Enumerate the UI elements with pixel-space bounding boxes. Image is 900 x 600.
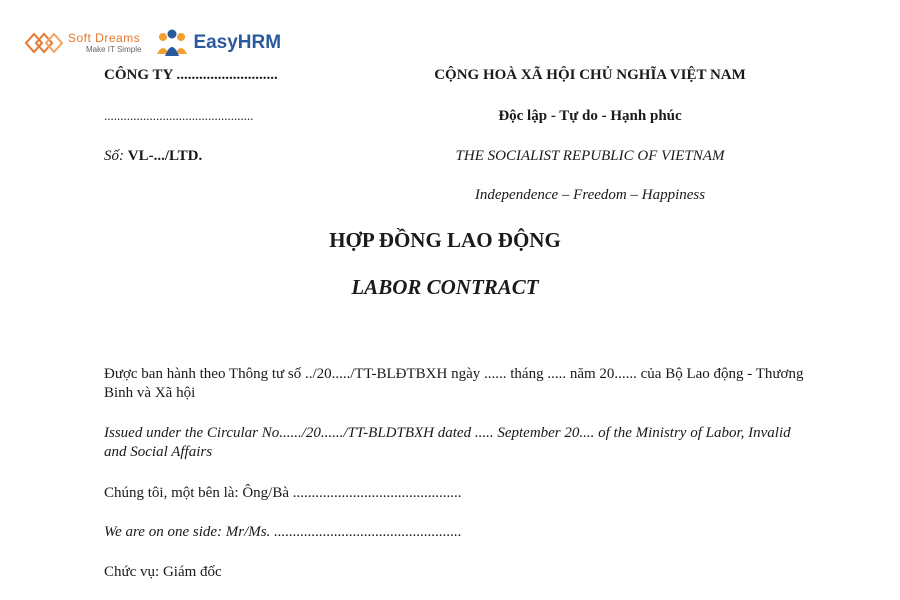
company-dots: .............................................. <box>104 108 254 123</box>
party-vn: Chúng tôi, một bên là: Ông/Bà ............................................. <box>104 485 462 501</box>
softdreams-tagline: Make IT Simple <box>86 45 142 54</box>
softdreams-logo <box>22 28 141 58</box>
issued-en: Issued under the Circular No....../20....../TT-BLDTBXH dated ..... September 20.... of the Ministry of Labor, Invalid and Social Affairs <box>104 425 791 460</box>
issued-vn: Được ban hành theo Thông tư số ../20...../TT-BLĐTBXH ngày ...... tháng ..... năm 20...... của Bộ Lao động - Thương Binh và Xã hội <box>104 366 804 401</box>
easyhrm-name: EasyHRM <box>193 32 282 53</box>
republic-en: THE SOCIALIST REPUBLIC OF VIETNAM <box>455 148 725 164</box>
party-en: We are on one side: Mr/Ms. .................................................. <box>104 524 462 540</box>
position-vn: Chức vụ: Giám đốc <box>104 564 222 580</box>
republic-vn: CỘNG HOÀ XÃ HỘI CHỦ NGHĨA VIỆT NAM <box>434 67 746 83</box>
motto-vn: Độc lập - Tự do - Hạnh phúc <box>498 108 682 124</box>
softdreams-mark-icon <box>22 28 64 58</box>
title-en: LABOR CONTRACT <box>351 275 539 299</box>
people-group-icon <box>155 28 189 58</box>
document-number <box>104 148 202 165</box>
number-value: VL-.../LTD. <box>127 148 203 164</box>
number-prefix: Số: <box>104 148 124 164</box>
logos <box>22 26 281 60</box>
easyhrm-logo <box>155 28 281 58</box>
title-vn: HỢP ĐỒNG LAO ĐỘNG <box>329 228 561 252</box>
softdreams-name: Soft Dreams <box>68 31 141 45</box>
company-line: CÔNG TY ........................... <box>104 67 278 83</box>
motto-en: Independence – Freedom – Happiness <box>474 187 706 203</box>
